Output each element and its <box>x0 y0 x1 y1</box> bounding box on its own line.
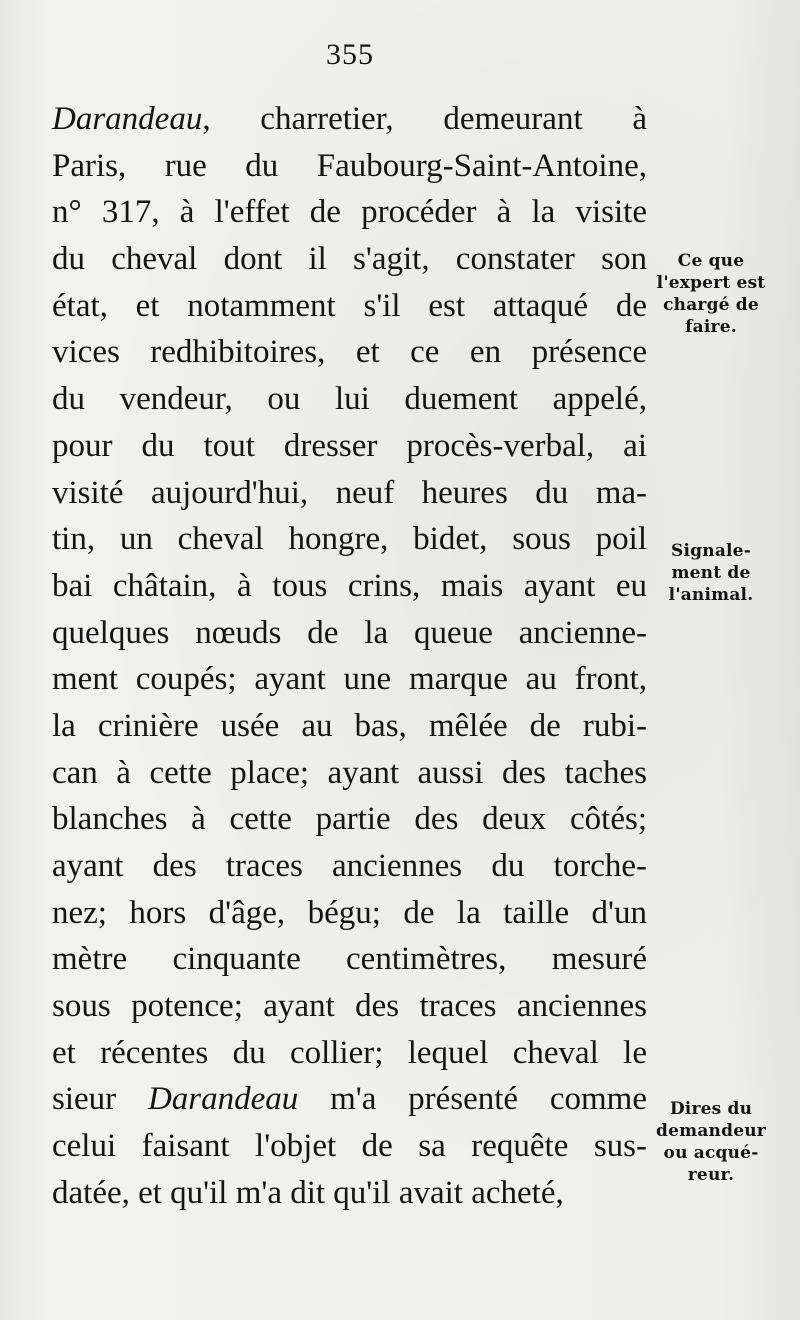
text-line: visité aujourd'hui, neuf heures du ma- <box>52 474 647 511</box>
text-line: sieur Darandeau m'a présenté comme <box>52 1081 647 1118</box>
text-line: la crinière usée au bas, mêlée de rubi- <box>52 707 647 744</box>
text-line: ayant des traces anciennes du torche- <box>52 848 647 884</box>
text-line: du vendeur, ou lui duement appelé, <box>52 381 647 418</box>
text-line: quelques nœuds de la queue ancienne- <box>52 614 647 651</box>
margin-note-expert-task: Ce que l'expert est chargé de faire. <box>656 251 766 337</box>
text-line: état, et notamment s'il est attaqué de <box>52 287 647 324</box>
text-line: bai châtain, à tous crins, mais ayant eu <box>52 567 647 604</box>
margin-note-animal-description: Signale- ment de l'animal. <box>668 541 754 605</box>
text-line: can à cette place; ayant aussi des taches <box>52 754 647 791</box>
text-line: n° 317, à l'effet de procéder à la visite <box>52 194 647 231</box>
text-line: ment coupés; ayant une marque au front, <box>52 661 647 698</box>
margin-note-plaintiff-statements: Dires du demandeur ou acqué- reur. <box>656 1099 766 1185</box>
text-line: Darandeau, charretier, demeurant à <box>52 101 647 137</box>
text-line: pour du tout dresser procès-verbal, ai <box>52 427 647 464</box>
text-line: datée, et qu'il m'a dit qu'il avait acheté, <box>52 1174 564 1211</box>
name-italic: Darandeau <box>52 101 203 137</box>
name-italic: Darandeau <box>147 1081 299 1118</box>
page-number: 355 <box>326 38 374 71</box>
text-line: tin, un cheval hongre, bidet, sous poil <box>52 521 647 558</box>
body-text <box>52 96 647 1217</box>
text-line: du cheval dont il s'agit, constater son <box>52 241 647 278</box>
text-line: vices redhibitoires, et ce en présence <box>52 334 647 371</box>
text-line: mètre cinquante centimètres, mesuré <box>52 941 647 978</box>
text-line: nez; hors d'âge, bégu; de la taille d'un <box>52 894 647 931</box>
text-line: sous potence; ayant des traces anciennes <box>52 988 647 1025</box>
text-line: blanches à cette partie des deux côtés; <box>52 801 647 838</box>
text-line: et récentes du collier; lequel cheval le <box>52 1034 647 1071</box>
text-line: celui faisant l'objet de sa requête sus- <box>52 1128 647 1165</box>
text-line: Paris, rue du Faubourg-Saint-Antoine, <box>52 147 647 184</box>
